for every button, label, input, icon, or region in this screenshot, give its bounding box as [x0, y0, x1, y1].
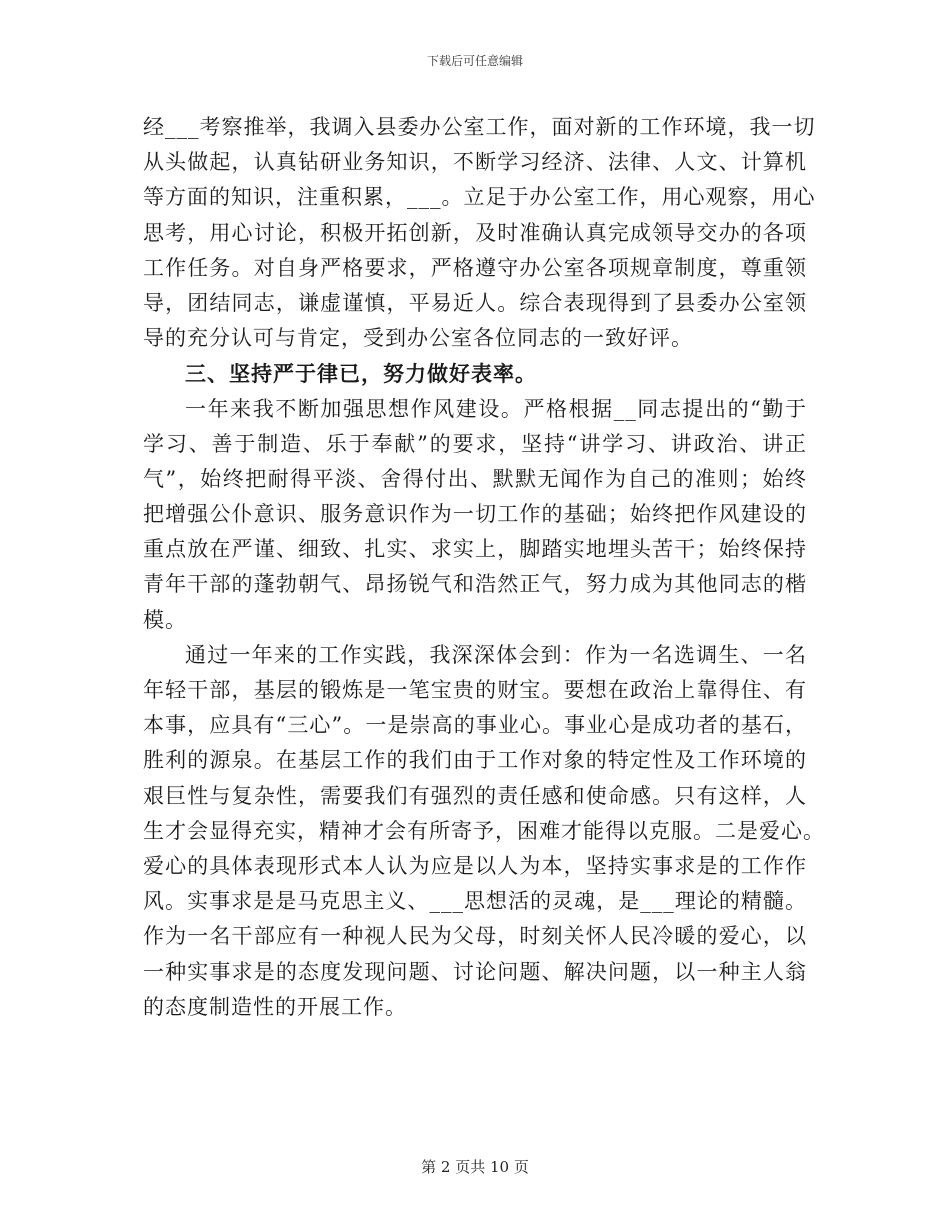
- document-body: [143, 110, 825, 1025]
- text-line: 思考，用心讨论，积极开拓创新，及时准确认真完成领导交办的各项: [143, 220, 807, 245]
- text-line: 等方面的知识，注重积累，___。立足于办公室工作，用心观察，用心: [143, 185, 816, 210]
- text-line: 本事，应具有“三心”。一是崇高的事业心。事业心是成功者的基石，: [143, 713, 807, 738]
- paragraph: [143, 392, 807, 638]
- page-header: 下载后可任意编辑: [426, 54, 523, 68]
- text-line: 学习、善于制造、乐于奉献”的要求，坚持“讲学习、讲政治、讲正: [143, 431, 807, 456]
- text-line: 气”，始终把耐得平淡、舍得付出、默默无闻作为自己的准则；始终: [143, 466, 807, 491]
- text-line: 的态度制造性的开展工作。: [143, 994, 407, 1019]
- page-number: 第 2 页共 10 页: [421, 1158, 529, 1176]
- text-line: 把增强公仆意识、服务意识作为一切工作的基础；始终把作风建设的: [143, 502, 807, 527]
- text-line: 年轻干部，基层的锻炼是一笔宝贵的财宝。要想在政治上靠得住、有: [143, 678, 807, 702]
- text-line: 三、坚持严于律已，努力做好表率。: [185, 361, 537, 387]
- text-line: 通过一年来的工作实践，我深深体会到：作为一名选调生、一名: [185, 642, 807, 667]
- text-line: 生才会显得充实，精神才会有所寄予，困难才能得以克服。二是爱心。: [143, 818, 825, 843]
- text-line: 经___考察推举，我调入县委办公室工作，面对新的工作环境，我一切: [143, 115, 816, 139]
- text-line: 艰巨性与复杂性，需要我们有强烈的责任感和使命感。只有这样，人: [143, 783, 807, 808]
- text-line: 作为一名干部应有一种视人民为父母，时刻关怀人民冷暖的爱心，以: [143, 924, 807, 949]
- paragraph: [143, 638, 825, 1025]
- text-line: 一年来我不断加强思想作风建设。严格根据__同志提出的“勤于: [185, 396, 807, 421]
- text-line: 重点放在严谨、细致、扎实、求实上，脚踏实地埋头苦干；始终保持: [143, 537, 807, 562]
- text-line: 模。: [143, 607, 187, 632]
- paragraph: [143, 110, 816, 356]
- text-line: 爱心的具体表现形式本人认为应是以人为本，坚持实事求是的工作作: [143, 853, 807, 878]
- text-line: 导的充分认可与肯定，受到办公室各位同志的一致好评。: [143, 326, 693, 351]
- section-heading: [143, 356, 807, 391]
- text-line: 工作任务。对自身严格要求，严格遵守办公室各项规章制度，尊重领: [143, 255, 807, 280]
- text-line: 胜利的源泉。在基层工作的我们由于工作对象的特定性及工作环境的: [143, 748, 807, 773]
- text-line: 风。实事求是是马克思主义、___思想活的灵魂，是___理论的精髓。: [143, 889, 807, 914]
- text-line: 从头做起，认真钻研业务知识，不断学习经济、法律、人文、计算机: [143, 150, 807, 175]
- text-line: 导，团结同志，谦虚谨慎，平易近人。综合表现得到了县委办公室领: [143, 290, 807, 315]
- text-line: 青年干部的蓬勃朝气、昂扬锐气和浩然正气，努力成为其他同志的楷: [143, 572, 807, 597]
- text-line: 一种实事求是的态度发现问题、讨论问题、解决问题，以一种主人翁: [143, 959, 807, 984]
